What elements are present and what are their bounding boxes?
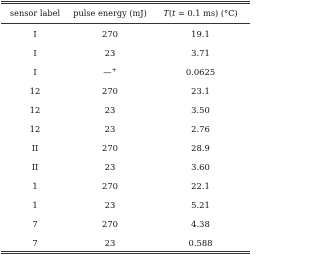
- cell-temperature: 3.71: [191, 48, 210, 58]
- table-row: [0, 177, 251, 196]
- cell-pulse-energy: [70, 158, 150, 177]
- bottom-rule-inner: [1, 253, 250, 254]
- cell-temperature: 4.38: [191, 219, 210, 229]
- cell-sensor-label: 12: [29, 124, 41, 134]
- cell-temperature: 2.76: [191, 124, 210, 134]
- header-rule: [1, 23, 250, 24]
- table-row: [0, 101, 251, 120]
- footnote-marker: +: [111, 67, 117, 74]
- cell-sensor-label: 1: [32, 181, 38, 191]
- cell-sensor-label: 7: [32, 219, 38, 229]
- table-row: [0, 25, 251, 44]
- cell-pulse-energy: [70, 139, 150, 158]
- cell-pulse-energy: [70, 215, 150, 234]
- cell-pulse-energy: [70, 63, 150, 82]
- cell-temperature: 23.1: [191, 86, 210, 96]
- table-row: [0, 158, 251, 177]
- header-temp-t: t: [172, 8, 176, 18]
- cell-sensor-label: 12: [29, 86, 41, 96]
- cell-pulse-energy-value: 270: [102, 86, 118, 96]
- cell-pulse-energy-value: 23: [104, 48, 116, 58]
- table-row: [0, 120, 251, 139]
- cell-temperature: 3.50: [191, 105, 210, 115]
- cell-pulse-energy: [70, 120, 150, 139]
- cell-pulse-energy-value: 23: [104, 200, 116, 210]
- header-temp-T: T: [163, 8, 169, 18]
- cell-temperature: 5.21: [191, 200, 210, 210]
- header-temp-rest: = 0.1 ms) (°C): [175, 8, 238, 18]
- table-row: [0, 63, 251, 82]
- cell-pulse-energy: [70, 44, 150, 63]
- cell-temperature: 28.9: [191, 143, 210, 153]
- table-row: [0, 196, 251, 215]
- cell-pulse-energy-value: 270: [102, 219, 118, 229]
- cell-temperature: 19.1: [191, 29, 210, 39]
- table-row: [0, 82, 251, 101]
- bottom-rule: [1, 251, 250, 252]
- cell-temperature: 22.1: [191, 181, 210, 191]
- cell-sensor-label: I: [33, 48, 37, 58]
- cell-temperature: 3.60: [191, 162, 210, 172]
- cell-pulse-energy: [70, 101, 150, 120]
- cell-pulse-energy-value: 270: [102, 143, 118, 153]
- cell-temperature: 0.0625: [185, 67, 216, 77]
- table-row: [0, 215, 251, 234]
- cell-pulse-energy-value: 23: [104, 105, 116, 115]
- table-row: [0, 44, 251, 63]
- cell-sensor-label: II: [31, 143, 39, 153]
- header-sensor-label: sensor label: [9, 8, 61, 18]
- table-row: [0, 139, 251, 158]
- header-temperature: T(t = 0.1 ms) (°C): [163, 8, 238, 18]
- top-rule: [1, 1, 250, 2]
- cell-temperature: 0.588: [188, 238, 213, 248]
- cell-sensor-label: II: [31, 162, 39, 172]
- cell-pulse-energy: [70, 82, 150, 101]
- cell-pulse-energy: [70, 25, 150, 44]
- cell-sensor-label: 12: [29, 105, 41, 115]
- cell-pulse-energy-value: 23: [104, 238, 116, 248]
- cell-pulse-energy: [70, 196, 150, 215]
- cell-sensor-label: I: [33, 29, 37, 39]
- header-pulse-energy: pulse energy (mJ): [73, 8, 147, 18]
- header-row: [0, 4, 251, 23]
- cell-sensor-label: I: [33, 67, 37, 77]
- cell-pulse-energy-value: 23: [104, 124, 116, 134]
- cell-sensor-label: 1: [32, 200, 38, 210]
- cell-sensor-label: 7: [32, 238, 38, 248]
- cell-pulse-energy-value: —: [103, 67, 112, 77]
- cell-pulse-energy: [70, 177, 150, 196]
- cell-pulse-energy-value: 23: [104, 162, 116, 172]
- cell-pulse-energy-value: 270: [102, 181, 118, 191]
- cell-pulse-energy-value: 270: [102, 29, 118, 39]
